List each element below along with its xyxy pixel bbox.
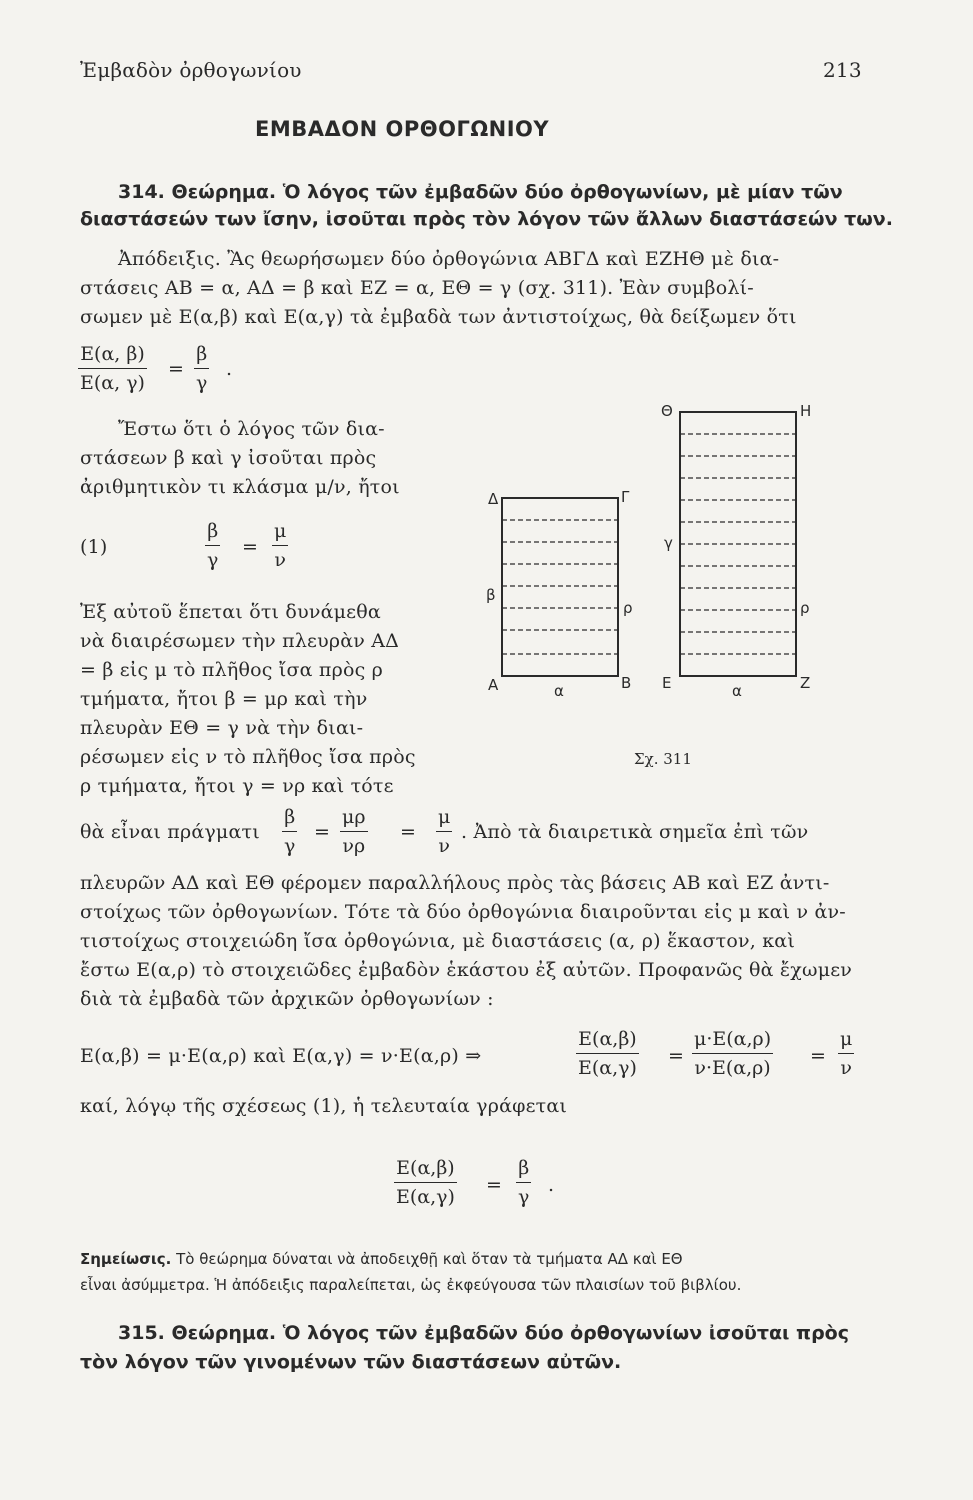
label-delta: Δ [488, 490, 499, 508]
label-side-alpha-right: α [732, 682, 742, 700]
eq0-dot: . [226, 358, 233, 380]
proof-line10: τμήματα, ἤτοι β = μρ καὶ τὴν [80, 688, 368, 710]
eq3-equals2: = [810, 1045, 827, 1067]
proof-line12: ρέσωμεν εἰς ν τὸ πλῆθος ἴσα πρὸς [80, 746, 416, 768]
eq4-fraction-right: β γ [518, 1157, 530, 1208]
figure-caption: Σχ. 311 [634, 750, 692, 768]
proof-line6: ἀριθμητικὸν τι κλάσμα μ/ν, ἤτοι [80, 476, 400, 498]
theorem-text: Ὁ λόγος τῶν ἐμβαδῶν δύο ὀρθογωνίων ἰσοῦται πρὸς [282, 1322, 849, 1344]
proof-line1: Ἀπόδειξις. Ἂς θεωρήσωμεν δύο ὀρθογώνια ΑΒΓΔ καὶ ΕΖΗΘ μὲ δια- [118, 248, 780, 270]
note-line2: εἶναι ἀσύμμετρα. Ἡ ἀπόδειξις παραλείπεται, ὡς ἐκφεύγουσα τῶν πλαισίων τοῦ βιβλίου. [80, 1276, 742, 1294]
eq1-fraction-left: β γ [207, 520, 219, 571]
eq3-fraction1: Ε(α,β) Ε(α,γ) [578, 1028, 637, 1079]
eq3-fraction3: μ ν [840, 1028, 853, 1079]
eq3-fraction2: μ·Ε(α,ρ) ν·Ε(α,ρ) [694, 1028, 772, 1079]
proof-line16: στοίχως τῶν ὀρθογωνίων. Τότε τὰ δύο ὀρθογώνια διαιροῦνται εἰς μ καὶ ν ἀν- [80, 901, 846, 923]
label-eta: Η [800, 402, 812, 420]
eq1-fraction-right: μ ν [274, 520, 287, 571]
eq2-fraction2: μρ νρ [342, 806, 366, 857]
label-beta-vertex: Β [621, 674, 632, 692]
eq2-fraction3: μ ν [438, 806, 451, 857]
label-zeta: Ζ [800, 674, 811, 692]
proof-line14a: θὰ εἶναι πράγματι [80, 821, 260, 843]
eq3-equals1: = [668, 1045, 685, 1067]
right-division-lines [680, 434, 796, 654]
page-number: 213 [823, 58, 862, 82]
eq2-equals1: = [314, 821, 331, 843]
label-rho-right: ρ [800, 599, 810, 617]
label-side-beta: β [486, 586, 496, 604]
eq4-dot: . [548, 1174, 555, 1196]
proof-line5: στάσεων β καὶ γ ἰσοῦται πρὸς [80, 447, 377, 469]
proof-line17: τιστοίχως στοιχειώδη ἴσα ὀρθογώνια, μὲ διαστάσεις (α, ρ) ἕκαστον, καὶ [80, 930, 795, 952]
proof-label: Ἀπόδειξις. [118, 248, 221, 270]
theorem-315-line2: τὸν λόγον τῶν γινομένων τῶν διαστάσεων αὐτῶν. [80, 1351, 622, 1373]
proof-line15: πλευρῶν ΑΔ καὶ ΕΘ φέρομεν παραλλήλους πρὸς τὰς βάσεις ΑΒ καὶ ΕΖ ἀντι- [80, 872, 830, 894]
theorem-label: 315. Θεώρημα. [118, 1322, 277, 1344]
eq0-fraction-left: Ε(α, β) Ε(α, γ) [80, 343, 145, 394]
note-line1: Σημείωσις. Τὸ θεώρημα δύναται νὰ ἀποδειχθῇ καὶ ὅταν τὰ τμήματα ΑΔ καὶ ΕΘ [80, 1250, 683, 1268]
proof-line19: διὰ τὰ ἐμβαδὰ τῶν ἀρχικῶν ὀρθογωνίων : [80, 988, 494, 1010]
proof-line4: Ἔστω ὅτι ὁ λόγος τῶν δια- [118, 418, 385, 440]
proof-line9: = β εἰς μ τὸ πλῆθος ἴσα πρὸς ρ [80, 659, 384, 681]
proof-line18: ἔστω Ε(α,ρ) τὸ στοιχειῶδες ἐμβαδὸν ἑκάστου ἐξ αὐτῶν. Προφανῶς θὰ ἔχωμεν [80, 959, 853, 981]
label-side-gamma: γ [664, 534, 673, 552]
left-division-lines [502, 520, 618, 654]
note-label: Σημείωσις. [80, 1250, 172, 1268]
theorem-314-line1 [118, 181, 843, 203]
proof-line14b: . Ἀπὸ τὰ διαιρετικὰ σημεῖα ἐπὶ τῶν [461, 821, 809, 843]
theorem-label: 314. Θεώρημα. [118, 181, 277, 203]
label-alpha-vertex: Α [488, 676, 499, 694]
proof-line11: πλευρὰν ΕΘ = γ νὰ τὴν διαι- [80, 717, 364, 739]
theorem-315-line1 [118, 1322, 849, 1344]
theorem-text: Ὁ λόγος τῶν ἐμβαδῶν δύο ὀρθογωνίων, μὲ μίαν τῶν [282, 181, 843, 203]
eq0-fraction-right: β γ [196, 343, 208, 394]
proof-line2: στάσεις ΑΒ = α, ΑΔ = β καὶ ΕΖ = α, ΕΘ = γ (σχ. 311). Ἐὰν συμβολί- [80, 277, 754, 299]
proof-line8: νὰ διαιρέσωμεν τὴν πλευρὰν ΑΔ [80, 630, 400, 652]
label-gamma-vertex: Γ [621, 488, 630, 506]
eq1-label: (1) [80, 536, 108, 558]
proof-line3: σωμεν μὲ Ε(α,β) καὶ Ε(α,γ) τὰ ἐμβαδὰ των ἀντιστοίχως, θὰ δείξωμεν ὅτι [80, 306, 797, 328]
eq0-equals: = [168, 358, 185, 380]
theorem-314-line2: διαστάσεών των ἴσην, ἰσοῦται πρὸς τὸν λόγον τῶν ἄλλων διαστάσεών των. [80, 208, 893, 230]
label-side-alpha-left: α [554, 682, 564, 700]
rectangle-abgd [502, 498, 618, 676]
proof-line13: ρ τμήματα, ἤτοι γ = νρ καὶ τότε [80, 775, 394, 797]
section-title: ΕΜΒΑΔΟΝ ΟΡΘΟΓΩΝΙΟΥ [255, 117, 550, 141]
proof-line20: καί, λόγῳ τῆς σχέσεως (1), ἡ τελευταία γράφεται [80, 1095, 568, 1117]
label-rho-left: ρ [623, 599, 633, 617]
eq1-equals: = [242, 536, 259, 558]
eq2-equals2: = [400, 821, 417, 843]
eq2-fraction1: β γ [284, 806, 296, 857]
label-theta: Θ [661, 402, 673, 420]
figure-311 [480, 398, 830, 778]
eq3-left: Ε(α,β) = μ·Ε(α,ρ) καὶ Ε(α,γ) = ν·Ε(α,ρ) ⇒ [80, 1045, 482, 1067]
running-title: Ἐμβαδὸν ὀρθογωνίου [80, 58, 302, 82]
proof-line7: Ἐξ αὐτοῦ ἕπεται ὅτι δυνάμεθα [80, 601, 381, 623]
eq4-equals: = [486, 1174, 503, 1196]
label-epsilon: Ε [662, 674, 672, 692]
eq4-fraction-left: Ε(α,β) Ε(α,γ) [396, 1157, 455, 1208]
